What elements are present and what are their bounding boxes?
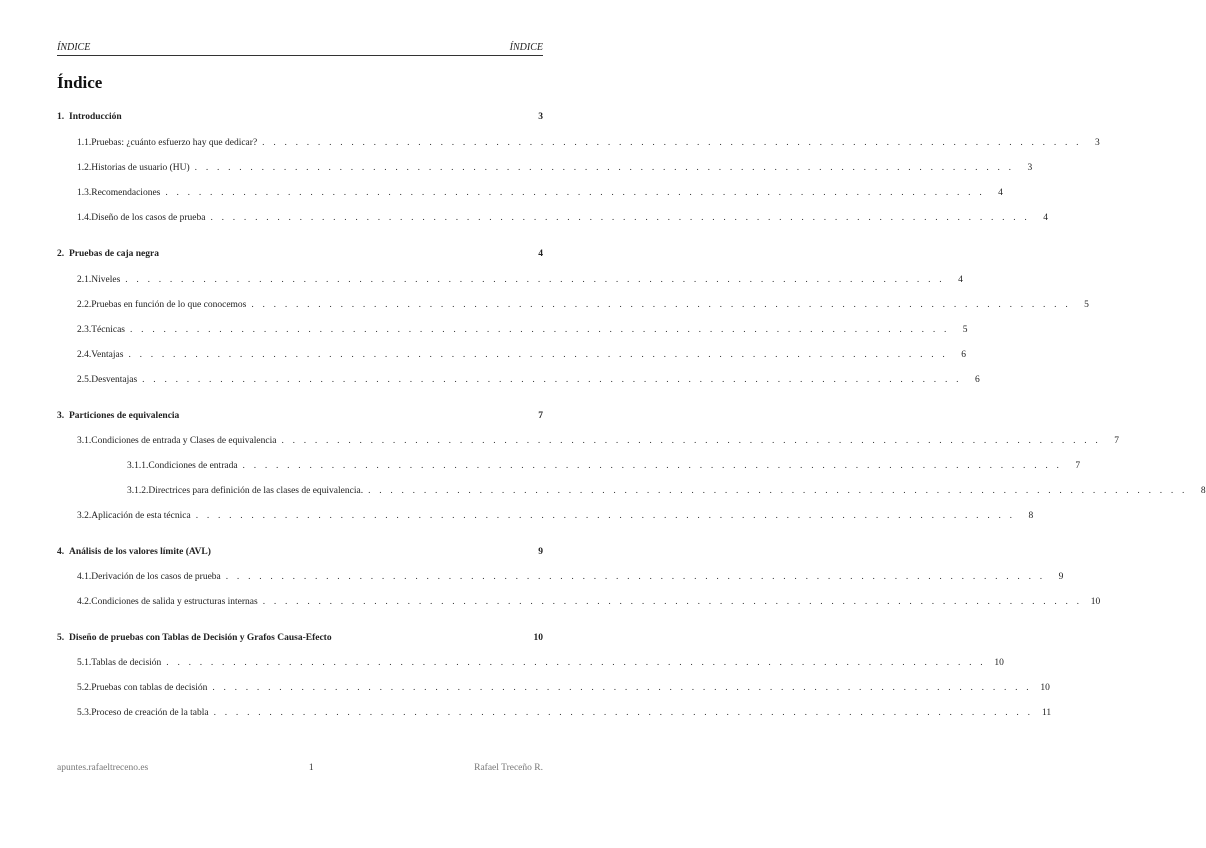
- toc-entry-title: Condiciones de salida y estructuras internas: [91, 597, 258, 607]
- toc-page-number: 10: [533, 633, 543, 643]
- toc-section-title: Pruebas de caja negra: [69, 249, 159, 259]
- dot-leader: . . . . . . . . . . . . . . . . . . . . . . . . . . . . . . . . . . . . . . . . . . . . . . . . . . . . . . . . . . . . . . . . . . . . . . . . . .: [125, 275, 945, 285]
- toc-page-number: 3: [1027, 163, 1033, 173]
- toc-section-number: 5.: [57, 633, 65, 643]
- toc-page-number: 10: [994, 658, 1004, 668]
- toc-entry-title: Ventajas: [91, 350, 124, 360]
- toc-section-title: Particiones de equivalencia: [69, 411, 180, 421]
- toc-entry-1-1[interactable]: [57, 138, 1100, 154]
- toc-entry-number: 3.1.2.: [127, 486, 149, 496]
- toc-page-number: 7: [1114, 436, 1119, 446]
- toc-entry-number: 2.2.: [77, 300, 92, 310]
- toc-page-number: 7: [538, 411, 543, 421]
- toc-entry-title: Derivación de los casos de prueba: [91, 572, 221, 582]
- toc-page-number: 6: [974, 375, 980, 385]
- page-footer: [57, 763, 543, 773]
- dot-leader: . . . . . . . . . . . . . . . . . . . . . . . . . . . . . . . . . . . . . . . . . . . . . . . . . . . . . . . . . . . . . . . . . . . . . . . . . .: [194, 163, 1015, 173]
- toc-page-number: 3: [1094, 138, 1100, 148]
- toc-entry-title: Condiciones de entrada y Clases de equivalencia: [91, 436, 277, 446]
- toc-entry-number: 3.1.: [77, 436, 92, 446]
- toc-entry-number: 2.4.: [77, 350, 92, 360]
- toc-entry-number: 3.2.: [77, 511, 92, 521]
- toc-page-number: 4: [998, 188, 1003, 198]
- toc-entry-number: 2.1.: [77, 275, 92, 285]
- header-left: ÍNDICE: [57, 42, 91, 53]
- running-header: [57, 42, 543, 56]
- toc-entry-number: 1.2.: [77, 163, 92, 173]
- toc-entry-number: 4.1.: [77, 572, 92, 582]
- toc-entry-number: 1.3.: [77, 188, 92, 198]
- toc-section-3[interactable]: [57, 411, 543, 427]
- dot-leader: . . . . . . . . . . . . . . . . . . . . . . . . . . . . . . . . . . . . . . . . . . . . . . . . . . . . . . . . . . . . . . . . . . . . . . . . . .: [251, 300, 1071, 310]
- toc-page-number: 10: [1090, 597, 1101, 607]
- toc-page-number: 6: [961, 350, 966, 360]
- toc-entry-3-2[interactable]: [57, 511, 1034, 527]
- toc-page-number: 9: [1058, 572, 1064, 582]
- toc-entry-1-4[interactable]: [57, 213, 1049, 229]
- toc-entry-5-2[interactable]: [57, 683, 1050, 699]
- toc-page-number: 8: [1028, 511, 1034, 521]
- toc-entry-title: Directrices para definición de las clases de equivalencia.: [148, 486, 364, 496]
- dot-leader: . . . . . . . . . . . . . . . . . . . . . . . . . . . . . . . . . . . . . . . . . . . . . . . . . . . . . . . . . . . . . . . . . . . . . . . . . .: [281, 436, 1101, 446]
- toc-entry-number: 5.2.: [77, 683, 92, 693]
- toc-page-number: 11: [1042, 708, 1052, 718]
- toc-entry-title: Desventajas: [91, 375, 138, 385]
- page-title: Índice: [57, 73, 103, 92]
- toc-entry-title: Niveles: [91, 275, 121, 285]
- toc-entry-title: Pruebas con tablas de decisión: [91, 683, 208, 693]
- toc-entry-3-1-2[interactable]: [57, 486, 1206, 502]
- toc-page-number: 3: [538, 112, 543, 122]
- toc-page-number: 4: [958, 275, 963, 285]
- toc-section-title: Introducción: [69, 112, 122, 122]
- toc-entry-number: 2.5.: [77, 375, 92, 385]
- toc-entry-number: 1.1.: [77, 138, 92, 148]
- dot-leader: . . . . . . . . . . . . . . . . . . . . . . . . . . . . . . . . . . . . . . . . . . . . . . . . . . . . . . . . . . . . . . . . . . . . . . . . . .: [225, 572, 1046, 582]
- toc-entry-2-1[interactable]: [57, 275, 963, 291]
- toc-entry-4-2[interactable]: [57, 597, 1101, 613]
- toc-entry-title: Condiciones de entrada: [148, 461, 238, 471]
- toc-entry-number: 5.1.: [77, 658, 92, 668]
- footer-page-number: 1: [308, 763, 314, 773]
- dot-leader: . . . . . . . . . . . . . . . . . . . . . . . . . . . . . . . . . . . . . . . . . . . . . . . . . . . . . . . . . . . . . . . . . . . . . . . . . .: [142, 375, 962, 385]
- toc-entry-number: 3.1.1.: [127, 461, 149, 471]
- dot-leader: . . . . . . . . . . . . . . . . . . . . . . . . . . . . . . . . . . . . . . . . . . . . . . . . . . . . . . . . . . . . . . . . . . . . . . . . . .: [212, 683, 1032, 693]
- toc-page-number: 5: [962, 325, 968, 335]
- toc-entry-2-3[interactable]: [57, 325, 968, 341]
- toc-section-4[interactable]: [57, 547, 543, 563]
- toc-entry-5-1[interactable]: [57, 658, 1004, 674]
- toc-page-number: 4: [538, 249, 543, 259]
- toc-entry-title: Tablas de decisión: [91, 658, 162, 668]
- toc-entry-3-1[interactable]: [57, 436, 1119, 452]
- toc-section-2[interactable]: [57, 249, 543, 265]
- dot-leader: . . . . . . . . . . . . . . . . . . . . . . . . . . . . . . . . . . . . . . . . . . . . . . . . . . . . . . . . . . . . . . . . . . . . . . . . . .: [262, 138, 1082, 148]
- toc-section-number: 4.: [57, 547, 65, 557]
- dot-leader: . . . . . . . . . . . . . . . . . . . . . . . . . . . . . . . . . . . . . . . . . . . . . . . . . . . . . . . . . . . . . . . . . . . . . . . . . .: [128, 350, 948, 360]
- toc-entry-title: Recomendaciones: [91, 188, 161, 198]
- toc-section-number: 1.: [57, 112, 65, 122]
- toc-page-number: 4: [1043, 213, 1049, 223]
- toc-entry-2-2[interactable]: [57, 300, 1089, 316]
- toc-entry-4-1[interactable]: [57, 572, 1064, 588]
- toc-entry-title: Aplicación de esta técnica: [91, 511, 191, 521]
- toc-page-number: 8: [1200, 486, 1206, 496]
- toc-entry-title: Proceso de creación de la tabla: [91, 708, 209, 718]
- toc-entry-2-5[interactable]: [57, 375, 980, 391]
- dot-leader: . . . . . . . . . . . . . . . . . . . . . . . . . . . . . . . . . . . . . . . . . . . . . . . . . . . . . . . . . . . . . . . . . . . . . . . . . .: [213, 708, 1034, 718]
- toc-entry-number: 2.3.: [77, 325, 92, 335]
- footer-website[interactable]: apuntes.rafaeltreceno.es: [57, 763, 149, 773]
- toc-entry-title: Historias de usuario (HU): [91, 163, 190, 173]
- toc-entry-5-3[interactable]: [57, 708, 1052, 724]
- toc-entry-title: Técnicas: [91, 325, 126, 335]
- toc-entry-title: Pruebas en función de lo que conocemos: [91, 300, 247, 310]
- dot-leader: . . . . . . . . . . . . . . . . . . . . . . . . . . . . . . . . . . . . . . . . . . . . . . . . . . . . . . . . . . . . . . . . . . . . . . . . . .: [262, 597, 1083, 607]
- header-right: ÍNDICE: [509, 42, 543, 53]
- footer-author: Rafael Treceño R.: [474, 763, 543, 773]
- dot-leader: . . . . . . . . . . . . . . . . . . . . . . . . . . . . . . . . . . . . . . . . . . . . . . . . . . . . . . . . . . . . . . . . . . . . . . . . . .: [242, 461, 1063, 471]
- toc-section-5[interactable]: [57, 633, 543, 649]
- dot-leader: . . . . . . . . . . . . . . . . . . . . . . . . . . . . . . . . . . . . . . . . . . . . . . . . . . . . . . . . . . . . . . . . . . . . . . . . . .: [210, 213, 1031, 223]
- toc-entry-1-3[interactable]: [57, 188, 1003, 204]
- toc-entry-number: 5.3.: [77, 708, 92, 718]
- toc-section-1[interactable]: [57, 112, 543, 128]
- dot-leader: . . . . . . . . . . . . . . . . . . . . . . . . . . . . . . . . . . . . . . . . . . . . . . . . . . . . . . . . . . . . . . . . . . . . . . . . . .: [166, 658, 986, 668]
- toc-section-number: 2.: [57, 249, 65, 259]
- toc-entry-number: 1.4.: [77, 213, 92, 223]
- toc-section-number: 3.: [57, 411, 65, 421]
- toc-section-title: Análisis de los valores límite (AVL): [69, 547, 211, 557]
- toc-entry-title: Pruebas: ¿cuánto esfuerzo hay que dedicar?: [91, 138, 258, 148]
- toc-entry-2-4[interactable]: [57, 350, 966, 366]
- toc-entry-title: Diseño de los casos de prueba: [91, 213, 206, 223]
- toc-entry-1-2[interactable]: [57, 163, 1033, 179]
- toc-page-number: 7: [1075, 461, 1081, 471]
- toc-entry-number: 4.2.: [77, 597, 92, 607]
- toc-entry-3-1-1[interactable]: [57, 461, 1081, 477]
- toc-page-number: 9: [538, 547, 543, 557]
- dot-leader: . . . . . . . . . . . . . . . . . . . . . . . . . . . . . . . . . . . . . . . . . . . . . . . . . . . . . . . . . . . . . . . . . . . . . . . . . .: [195, 511, 1016, 521]
- dot-leader: . . . . . . . . . . . . . . . . . . . . . . . . . . . . . . . . . . . . . . . . . . . . . . . . . . . . . . . . . . . . . . . . . . . . . . . . . .: [130, 325, 950, 335]
- toc-page-number: 10: [1040, 683, 1050, 693]
- dot-leader: . . . . . . . . . . . . . . . . . . . . . . . . . . . . . . . . . . . . . . . . . . . . . . . . . . . . . . . . . . . . . . . . . . . . . . . . . .: [368, 486, 1188, 496]
- dot-leader: . . . . . . . . . . . . . . . . . . . . . . . . . . . . . . . . . . . . . . . . . . . . . . . . . . . . . . . . . . . . . . . . . . . . . . . . . .: [165, 188, 985, 198]
- toc-section-title: Diseño de pruebas con Tablas de Decisión y Grafos Causa-Efecto: [69, 633, 332, 643]
- toc-page-number: 5: [1084, 300, 1089, 310]
